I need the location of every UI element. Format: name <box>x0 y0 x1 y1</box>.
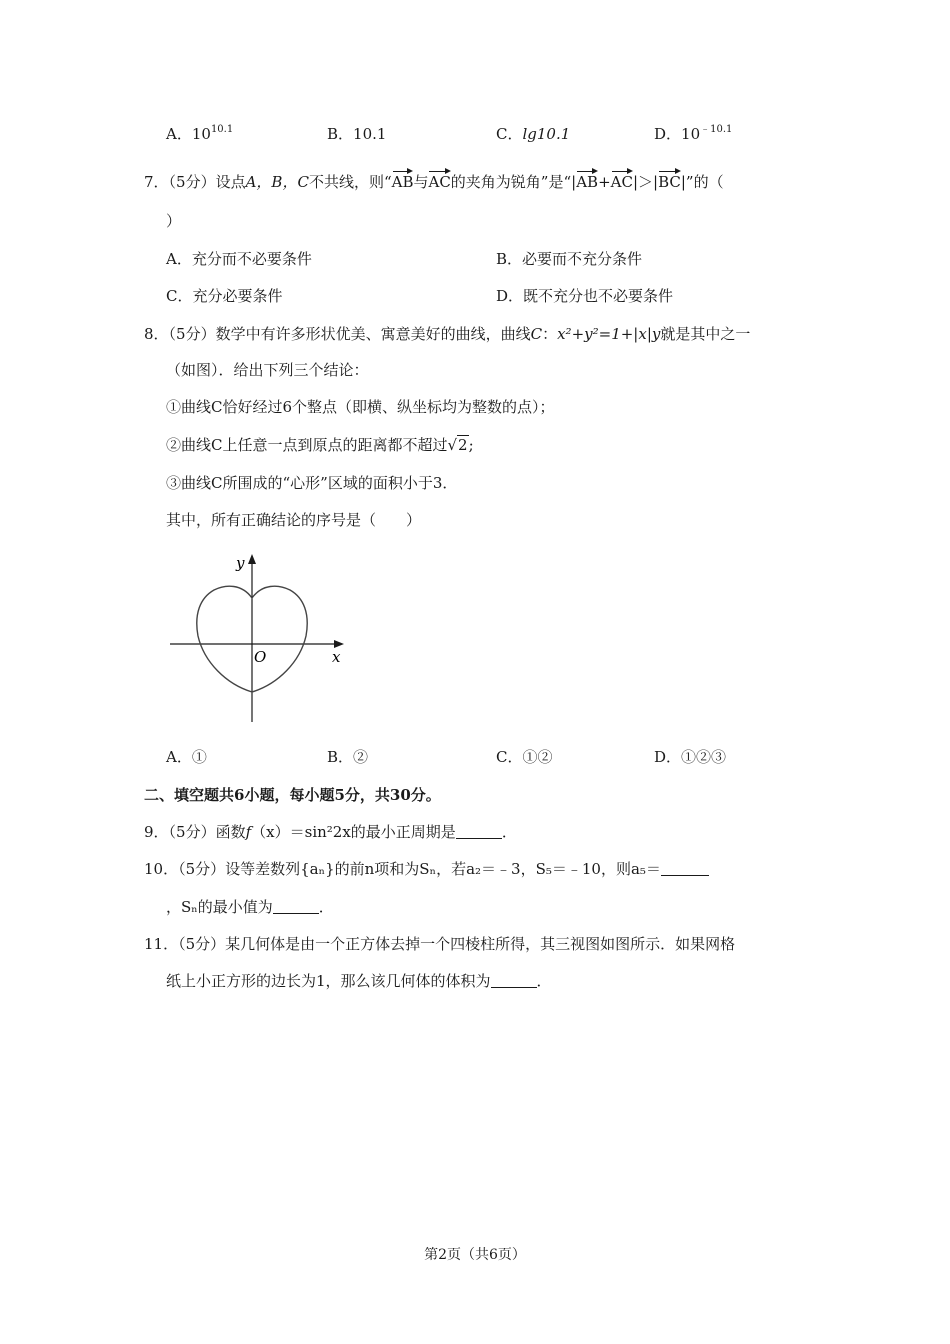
q8-option-d: D．①②③ <box>654 748 727 766</box>
q11-stem: 11．（5分）某几何体是由一个正方体去掉一个四棱柱所得，其三视图如图所示．如果网格 <box>144 935 736 953</box>
vector-bc: BC <box>658 170 681 192</box>
vector-ab: AB <box>392 170 414 192</box>
q10-stem-2: ，Sₙ的最小值为 ． <box>166 898 334 916</box>
x-axis-label: x <box>332 648 341 666</box>
q11-answer-blank[interactable] <box>491 973 537 988</box>
q7-stem: 7．（5分）设点A，B，C不共线，则“AB与AC的夹角为锐角”是“|AB+AC|＞|BC|”的（ <box>144 170 724 192</box>
vector-ac-2: AC <box>611 170 633 192</box>
q7-close-paren: ） <box>166 212 182 230</box>
q8-conclusion-3: ③曲线C所围成的“心形”区域的面积小于3． <box>166 474 458 492</box>
heart-curve-figure <box>166 548 366 728</box>
q8-conclusion-1: ①曲线C恰好经过6个整点（即横、纵坐标均为整数的点）； <box>166 398 555 416</box>
vector-ac: AC <box>428 170 450 192</box>
q9-answer-blank[interactable] <box>456 824 502 839</box>
section-2-heading: 二、填空题共6小题，每小题5分，共30分。 <box>144 786 441 804</box>
q8-stem-2: （如图）．给出下列三个结论： <box>166 361 369 379</box>
page-footer: 第2页（共6页） <box>424 1247 526 1263</box>
q8-conclusion-2: ②曲线C上任意一点到原点的距离都不超过√2; <box>166 436 474 454</box>
vector-ab-2: AB <box>576 170 598 192</box>
q8-question: 其中，所有正确结论的序号是（ ） <box>166 511 422 529</box>
q9-stem: 9．（5分）函数f（x）＝sin²2x的最小正周期是 ． <box>144 823 517 841</box>
q7-option-d: D．既不充分也不必要条件 <box>496 287 674 305</box>
q6-option-b: B．10.1 <box>327 125 387 143</box>
q8-option-b: B．② <box>327 748 369 766</box>
sqrt-symbol: √2 <box>447 436 468 454</box>
q8-option-c: C．①② <box>496 748 553 766</box>
x-axis-arrow <box>334 640 344 648</box>
q11-stem-2: 纸上小正方形的边长为1，那么该几何体的体积为 ． <box>166 972 552 990</box>
q6-option-c: C．lg10.1 <box>496 125 571 143</box>
y-axis-label: y <box>236 554 245 572</box>
q7-option-a: A．充分而不必要条件 <box>166 250 312 268</box>
q8-stem: 8．（5分）数学中有许多形状优美、寓意美好的曲线，曲线C：x²+y²=1+|x|y就是其中之一 <box>144 325 751 343</box>
q7-option-c: C．充分必要条件 <box>166 287 283 305</box>
y-axis-arrow <box>248 554 256 564</box>
q10-answer-blank-2[interactable] <box>273 899 319 914</box>
q7-option-b: B．必要而不充分条件 <box>496 250 643 268</box>
origin-label: O <box>254 648 267 666</box>
q10-stem: 10．（5分）设等差数列{aₙ}的前n项和为Sₙ，若a₂＝﹣3，S₅＝﹣10，则a₅＝ <box>144 859 709 879</box>
q8-option-a: A．① <box>166 748 207 766</box>
q10-answer-blank-1[interactable] <box>661 861 709 876</box>
q6-option-a: A．$10^{10.1}$ <box>166 124 234 143</box>
q6-option-d: D．$10^{﹣10.1}$ <box>654 124 733 143</box>
